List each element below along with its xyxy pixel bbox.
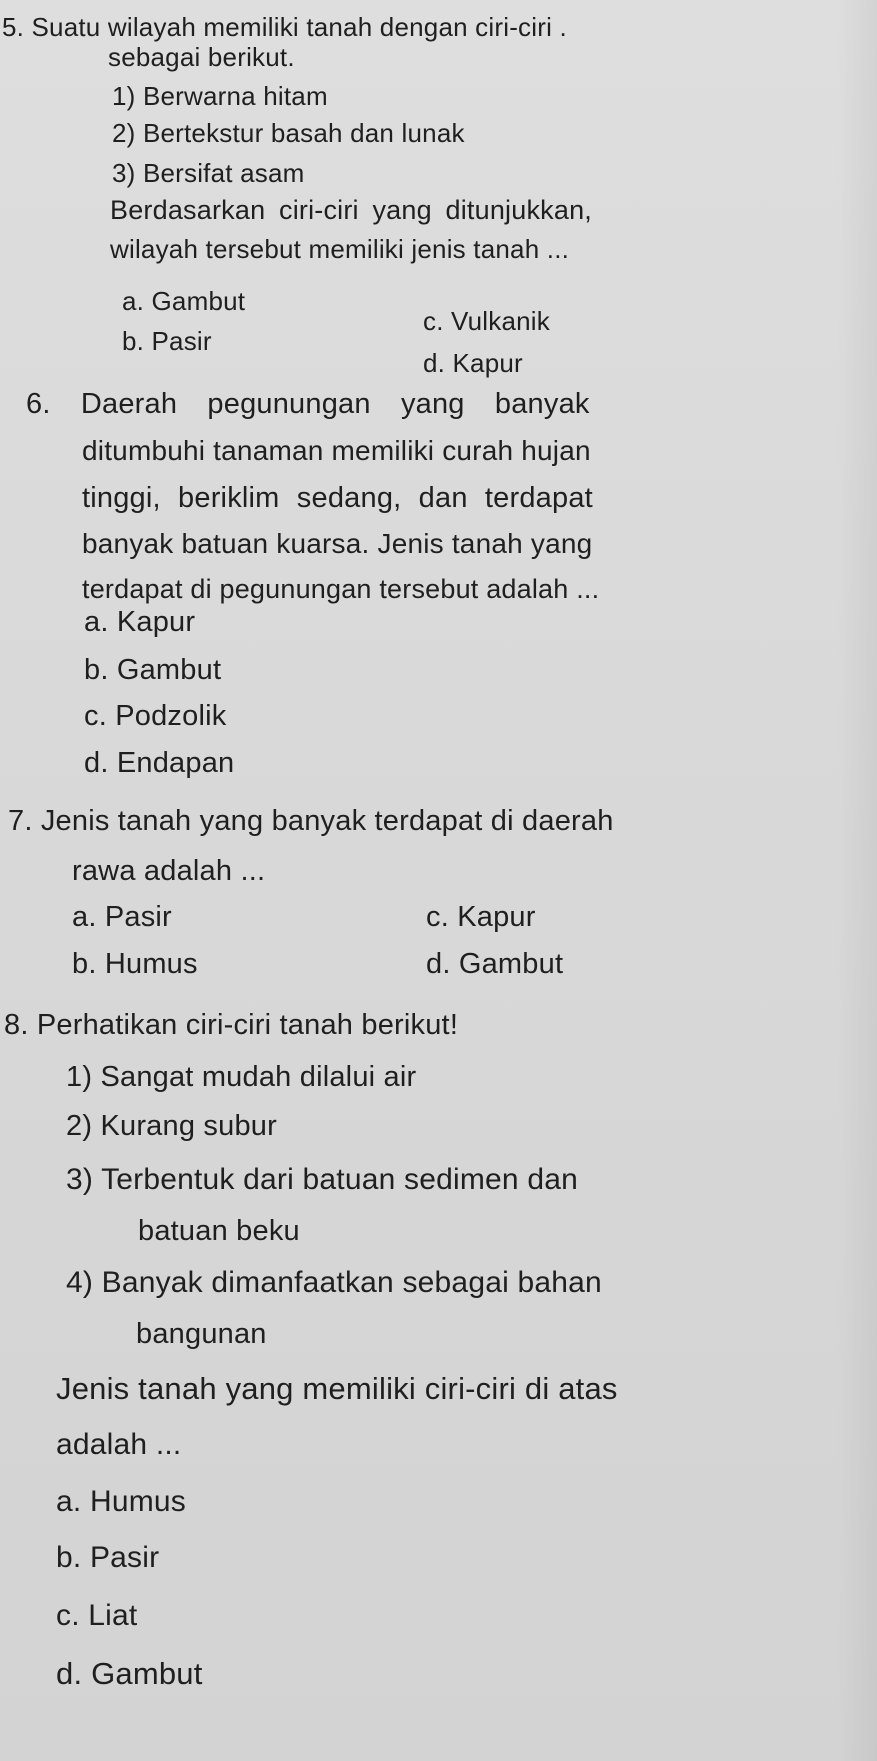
q6-option-b: b. Gambut	[84, 654, 222, 686]
q8-item-1: 1) Sangat mudah dilalui air	[66, 1061, 417, 1093]
q6-stem-line-2: ditumbuhi tanaman memiliki curah hujan	[82, 435, 591, 466]
q8-item-4-continued: bangunan	[136, 1318, 267, 1350]
q8-option-d: d. Gambut	[56, 1656, 203, 1691]
q8-stem: 8. Perhatikan ciri-ciri tanah berikut!	[4, 1009, 459, 1041]
q8-option-b: b. Pasir	[56, 1541, 160, 1574]
page-edge-shadow	[837, 0, 877, 1761]
q6-stem-line-3: tinggi, beriklim sedang, dan terdapat	[82, 482, 593, 514]
q5-item-2: 2) Bertekstur basah dan lunak	[112, 118, 465, 148]
q8-item-4: 4) Banyak dimanfaatkan sebagai bahan	[66, 1266, 602, 1299]
q7-option-a: a. Pasir	[72, 901, 172, 933]
q5-question-line-1: Berdasarkan ciri-ciri yang ditunjukkan,	[110, 195, 593, 225]
q7-stem-line-2: rawa adalah ...	[72, 855, 266, 887]
q7-option-b: b. Humus	[72, 948, 198, 980]
q7-stem-line-1: 7. Jenis tanah yang banyak terdapat di daerah	[8, 805, 614, 837]
q6-stem-line-1: 6. Daerah pegunungan yang banyak	[26, 388, 590, 420]
q6-option-a: a. Kapur	[84, 606, 196, 638]
q7-option-d: d. Gambut	[426, 948, 564, 980]
q5-option-d: d. Kapur	[423, 348, 523, 378]
q5-option-a: a. Gambut	[122, 286, 246, 316]
q5-option-b: b. Pasir	[122, 326, 212, 356]
q5-option-c: c. Vulkanik	[423, 306, 550, 336]
q6-stem-line-5: terdapat di pegunungan tersebut adalah ...	[82, 574, 600, 604]
q5-item-1: 1) Berwarna hitam	[112, 81, 328, 111]
q8-item-3-continued: batuan beku	[138, 1215, 300, 1247]
q5-stem-line-1: 5. Suatu wilayah memiliki tanah dengan ciri-ciri .	[2, 12, 567, 42]
q5-stem-line-2: sebagai berikut.	[108, 42, 295, 72]
q7-option-c: c. Kapur	[426, 901, 536, 933]
q8-question-line-1: Jenis tanah yang memiliki ciri-ciri di atas	[56, 1371, 618, 1406]
q5-item-3: 3) Bersifat asam	[112, 158, 305, 188]
q8-item-3: 3) Terbentuk dari batuan sedimen dan	[66, 1163, 578, 1196]
q8-option-a: a. Humus	[56, 1485, 186, 1518]
q8-option-c: c. Liat	[56, 1599, 138, 1632]
q6-option-d: d. Endapan	[84, 747, 235, 779]
q8-item-2: 2) Kurang subur	[66, 1110, 277, 1142]
q6-option-c: c. Podzolik	[84, 700, 227, 732]
q8-question-line-2: adalah ...	[56, 1428, 182, 1461]
q6-stem-line-4: banyak batuan kuarsa. Jenis tanah yang	[82, 528, 593, 559]
q5-question-line-2: wilayah tersebut memiliki jenis tanah ...	[110, 234, 570, 264]
